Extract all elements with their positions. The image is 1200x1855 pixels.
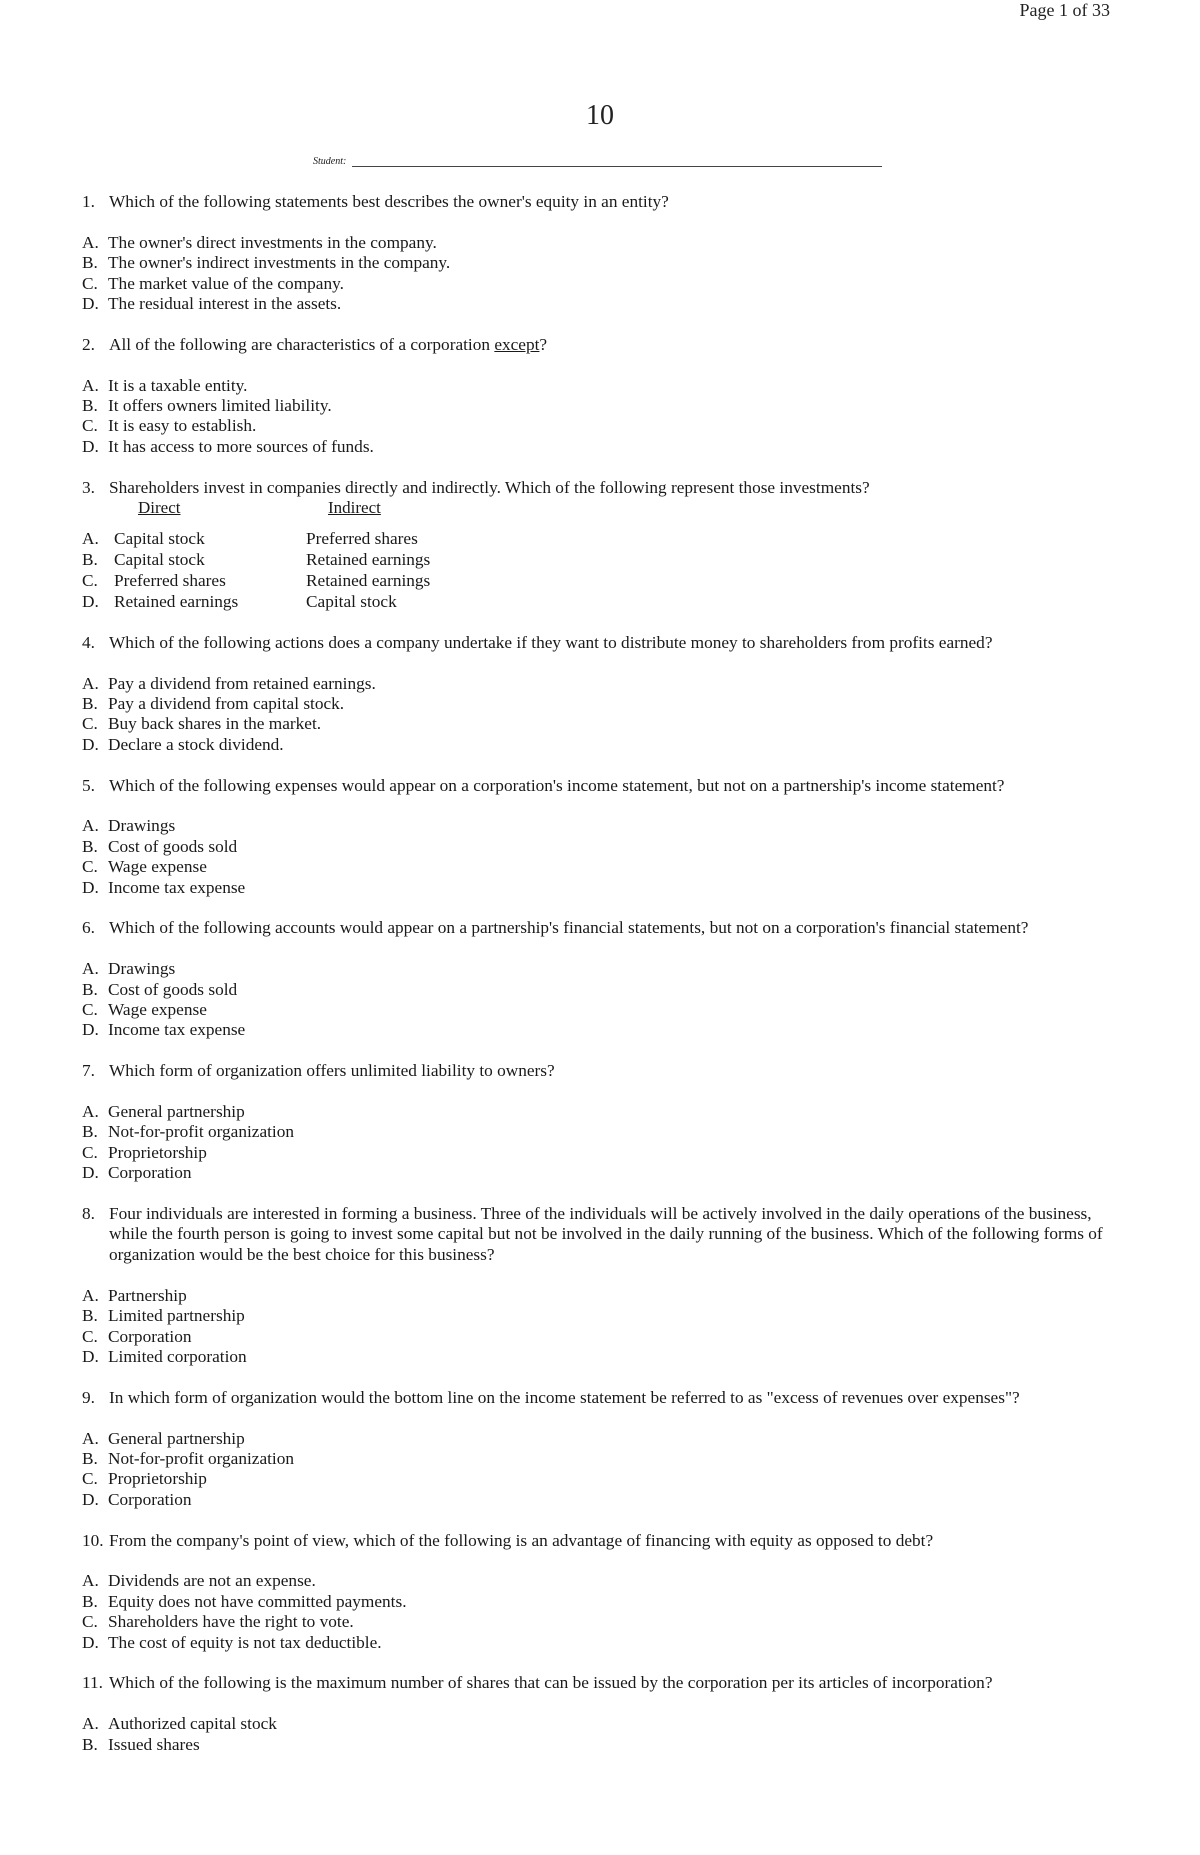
option-letter: C. bbox=[82, 273, 98, 293]
answer-option[interactable] bbox=[82, 1469, 1122, 1489]
option-text: Proprietorship bbox=[108, 1142, 207, 1162]
option-text: General partnership bbox=[108, 1102, 245, 1122]
question-number: 10. bbox=[82, 1530, 104, 1550]
answer-option[interactable] bbox=[82, 878, 1122, 898]
option-letter: D. bbox=[82, 734, 99, 754]
answer-option[interactable] bbox=[82, 1347, 1122, 1367]
question-text: Four individuals are interested in forming a business. Three of the individuals will be actively involved in the daily operations of the business, while the fourth person is going to invest some capital but not be involved in the daily running of the business. Which of the following forms of organization would be the best choice for this business? bbox=[109, 1204, 1103, 1264]
option-text: It is easy to establish. bbox=[108, 416, 257, 436]
answer-option[interactable] bbox=[82, 1102, 1122, 1122]
option-letter: B. bbox=[82, 979, 98, 999]
option-letter: B. bbox=[82, 549, 98, 569]
option-text: Declare a stock dividend. bbox=[108, 734, 284, 754]
option-letter: B. bbox=[82, 1122, 98, 1142]
page-header: Page 1 of 33 bbox=[1019, 0, 1110, 20]
option-text: Corporation bbox=[108, 1163, 192, 1183]
answer-option[interactable] bbox=[82, 837, 1122, 857]
option-letter: B. bbox=[82, 253, 98, 273]
answer-option[interactable] bbox=[82, 233, 1122, 253]
question-8 bbox=[82, 1204, 1122, 1367]
question-text: Which form of organization offers unlimited liability to owners? bbox=[109, 1061, 555, 1081]
table-row[interactable] bbox=[82, 570, 1122, 591]
option-letter: C. bbox=[82, 714, 98, 734]
option-letter: C. bbox=[82, 1142, 98, 1162]
column-header-direct: Direct bbox=[138, 498, 181, 518]
question-text: Which of the following statements best describes the owner's equity in an entity? bbox=[109, 192, 669, 211]
option-text: Corporation bbox=[108, 1489, 192, 1509]
option-letter: A. bbox=[82, 1428, 99, 1448]
question-text: In which form of organization would the bottom line on the income statement be referred to as "excess of revenues over expenses"? bbox=[109, 1387, 1020, 1407]
option-text: Pay a dividend from capital stock. bbox=[108, 694, 345, 714]
answer-option[interactable] bbox=[82, 674, 1122, 694]
answer-option[interactable] bbox=[82, 1306, 1122, 1326]
table-row[interactable] bbox=[82, 549, 1122, 570]
option-letter: A. bbox=[82, 375, 99, 395]
answer-option[interactable] bbox=[82, 1735, 1122, 1755]
page-title bbox=[0, 100, 1200, 132]
option-letter: D. bbox=[82, 591, 99, 611]
option-text: Authorized capital stock bbox=[108, 1714, 277, 1734]
option-letter: D. bbox=[82, 1020, 99, 1040]
option-letter: B. bbox=[82, 1734, 98, 1754]
answer-option[interactable] bbox=[82, 1327, 1122, 1347]
option-letter: B. bbox=[82, 1448, 98, 1468]
question-text: Shareholders invest in companies directly and indirectly. Which of the following represent those investments? bbox=[109, 477, 870, 497]
table-row[interactable] bbox=[82, 591, 1122, 612]
column-header-indirect: Indirect bbox=[328, 498, 381, 518]
student-field bbox=[313, 156, 882, 167]
question-3 bbox=[82, 478, 1122, 613]
answer-option[interactable] bbox=[82, 274, 1122, 294]
answer-option[interactable] bbox=[82, 1143, 1122, 1163]
option-letter: C. bbox=[82, 1469, 98, 1489]
question-4 bbox=[82, 633, 1122, 755]
option-text: Drawings bbox=[108, 959, 176, 979]
option-letter: C. bbox=[82, 1000, 98, 1020]
option-letter: B. bbox=[82, 396, 98, 416]
answer-option[interactable] bbox=[82, 816, 1122, 836]
answer-option[interactable] bbox=[82, 1449, 1122, 1469]
option-letter: D. bbox=[82, 436, 99, 456]
answer-option[interactable] bbox=[82, 1122, 1122, 1142]
option-text: Shareholders have the right to vote. bbox=[108, 1612, 354, 1632]
option-text: Drawings bbox=[108, 816, 176, 836]
cell-direct: Retained earnings bbox=[114, 591, 239, 611]
question-list bbox=[82, 192, 1122, 1775]
student-name-line[interactable] bbox=[352, 157, 882, 167]
cell-indirect: Capital stock bbox=[306, 591, 397, 611]
option-text: General partnership bbox=[108, 1428, 245, 1448]
question-number: 3. bbox=[82, 477, 95, 497]
option-text: It is a taxable entity. bbox=[108, 375, 248, 395]
option-text: Corporation bbox=[108, 1326, 192, 1346]
option-text: Cost of goods sold bbox=[108, 979, 238, 999]
option-text: Wage expense bbox=[108, 857, 207, 877]
option-letter: A. bbox=[82, 1285, 99, 1305]
cell-indirect: Retained earnings bbox=[306, 549, 431, 569]
answer-option[interactable] bbox=[82, 253, 1122, 273]
option-text: Proprietorship bbox=[108, 1469, 207, 1489]
option-letter: D. bbox=[82, 1163, 99, 1183]
answer-option[interactable] bbox=[82, 1490, 1122, 1510]
question-text: Which of the following accounts would appear on a partnership's financial statements, but not on a corporation's financial statement? bbox=[109, 918, 1029, 938]
option-letter: B. bbox=[82, 1306, 98, 1326]
answer-table bbox=[82, 528, 1122, 612]
question-text: Which of the following actions does a company undertake if they want to distribute money to shareholders from profits earned? bbox=[109, 632, 993, 652]
answer-option[interactable] bbox=[82, 294, 1122, 314]
option-text: Cost of goods sold bbox=[108, 836, 238, 856]
option-text: The market value of the company. bbox=[108, 273, 344, 293]
option-text: Limited partnership bbox=[108, 1306, 245, 1326]
answer-option[interactable] bbox=[82, 1714, 1122, 1734]
question-10 bbox=[82, 1531, 1122, 1653]
question-2 bbox=[82, 335, 1122, 457]
answer-option[interactable] bbox=[82, 1429, 1122, 1449]
option-text: The owner's indirect investments in the company. bbox=[108, 253, 451, 273]
answer-option[interactable] bbox=[82, 1020, 1122, 1040]
option-letter: C. bbox=[82, 416, 98, 436]
option-letter: A. bbox=[82, 959, 99, 979]
cell-indirect: Preferred shares bbox=[306, 528, 418, 548]
option-letter: B. bbox=[82, 1591, 98, 1611]
option-text: Buy back shares in the market. bbox=[108, 714, 322, 734]
question-text: From the company's point of view, which of the following is an advantage of financing with equity as opposed to debt? bbox=[109, 1530, 934, 1550]
question-number: 7. bbox=[82, 1061, 95, 1081]
question-number: 6. bbox=[82, 918, 95, 938]
option-text: Equity does not have committed payments. bbox=[108, 1591, 407, 1611]
question-number: 9. bbox=[82, 1387, 95, 1407]
option-text: Not-for-profit organization bbox=[108, 1122, 295, 1142]
answer-option[interactable] bbox=[82, 376, 1122, 396]
answer-option[interactable] bbox=[82, 416, 1122, 436]
question-9 bbox=[82, 1388, 1122, 1510]
question-text-part: ? bbox=[539, 334, 548, 354]
question-number: 8. bbox=[82, 1204, 95, 1224]
answer-option[interactable] bbox=[82, 1286, 1122, 1306]
option-text: The residual interest in the assets. bbox=[108, 294, 342, 314]
option-letter: A. bbox=[82, 528, 99, 548]
option-letter: B. bbox=[82, 694, 98, 714]
option-text: It has access to more sources of funds. bbox=[108, 436, 374, 456]
option-letter: A. bbox=[82, 1714, 99, 1734]
option-letter: A. bbox=[82, 232, 99, 252]
student-label: Student: bbox=[313, 156, 347, 167]
answer-option[interactable] bbox=[82, 396, 1122, 416]
question-5 bbox=[82, 776, 1122, 898]
option-letter: C. bbox=[82, 1326, 98, 1346]
question-number: 11. bbox=[82, 1673, 103, 1693]
cell-direct: Capital stock bbox=[114, 549, 205, 569]
option-text: Income tax expense bbox=[108, 877, 246, 897]
question-6 bbox=[82, 918, 1122, 1040]
option-text: Pay a dividend from retained earnings. bbox=[108, 673, 376, 693]
answer-option[interactable] bbox=[82, 1612, 1122, 1632]
question-text-emphasis: except bbox=[494, 334, 540, 354]
option-letter: C. bbox=[82, 570, 98, 590]
option-letter: C. bbox=[82, 1612, 98, 1632]
page-title-text: 10 bbox=[586, 100, 614, 131]
answer-option[interactable] bbox=[82, 437, 1122, 457]
cell-indirect: Retained earnings bbox=[306, 570, 431, 590]
option-letter: D. bbox=[82, 1489, 99, 1509]
answer-option[interactable] bbox=[82, 1000, 1122, 1020]
question-1 bbox=[82, 192, 1122, 314]
question-number: 4. bbox=[82, 632, 95, 652]
option-text: Partnership bbox=[108, 1285, 187, 1305]
question-text-part: All of the following are characteristics of a corporation bbox=[109, 334, 495, 354]
question-text: Which of the following expenses would appear on a corporation's income statement, but not on a partnership's income statement? bbox=[109, 775, 1005, 795]
answer-option[interactable] bbox=[82, 1163, 1122, 1183]
option-text: Limited corporation bbox=[108, 1346, 247, 1366]
answer-option[interactable] bbox=[82, 694, 1122, 714]
option-letter: D. bbox=[82, 1632, 99, 1652]
table-row[interactable] bbox=[82, 528, 1122, 549]
answer-option[interactable] bbox=[82, 1592, 1122, 1612]
option-letter: C. bbox=[82, 857, 98, 877]
answer-option[interactable] bbox=[82, 714, 1122, 734]
option-text: Dividends are not an expense. bbox=[108, 1571, 316, 1591]
answer-option[interactable] bbox=[82, 735, 1122, 755]
answer-option[interactable] bbox=[82, 857, 1122, 877]
option-text: Not-for-profit organization bbox=[108, 1448, 295, 1468]
option-letter: A. bbox=[82, 673, 99, 693]
option-letter: A. bbox=[82, 816, 99, 836]
option-text: The cost of equity is not tax deductible. bbox=[108, 1632, 382, 1652]
question-11 bbox=[82, 1673, 1122, 1755]
option-letter: D. bbox=[82, 877, 99, 897]
question-7 bbox=[82, 1061, 1122, 1183]
answer-option[interactable] bbox=[82, 1633, 1122, 1653]
question-number: 5. bbox=[82, 775, 95, 795]
option-letter: A. bbox=[82, 1571, 99, 1591]
cell-direct: Preferred shares bbox=[114, 570, 226, 590]
option-text: Wage expense bbox=[108, 1000, 207, 1020]
question-number: 1. bbox=[82, 192, 95, 211]
option-letter: D. bbox=[82, 1346, 99, 1366]
option-text: Issued shares bbox=[108, 1734, 200, 1754]
answer-option[interactable] bbox=[82, 959, 1122, 979]
question-text bbox=[109, 335, 1122, 355]
option-letter: A. bbox=[82, 1102, 99, 1122]
answer-option[interactable] bbox=[82, 1571, 1122, 1591]
option-text: It offers owners limited liability. bbox=[108, 396, 332, 416]
cell-direct: Capital stock bbox=[114, 528, 205, 548]
option-letter: B. bbox=[82, 836, 98, 856]
answer-option[interactable] bbox=[82, 980, 1122, 1000]
option-letter: D. bbox=[82, 294, 99, 314]
table-header bbox=[138, 498, 1122, 518]
option-text: The owner's direct investments in the company. bbox=[108, 232, 437, 252]
question-number: 2. bbox=[82, 334, 95, 354]
option-text: Income tax expense bbox=[108, 1020, 246, 1040]
question-text: Which of the following is the maximum number of shares that can be issued by the corporation per its articles of incorporation? bbox=[109, 1673, 993, 1693]
